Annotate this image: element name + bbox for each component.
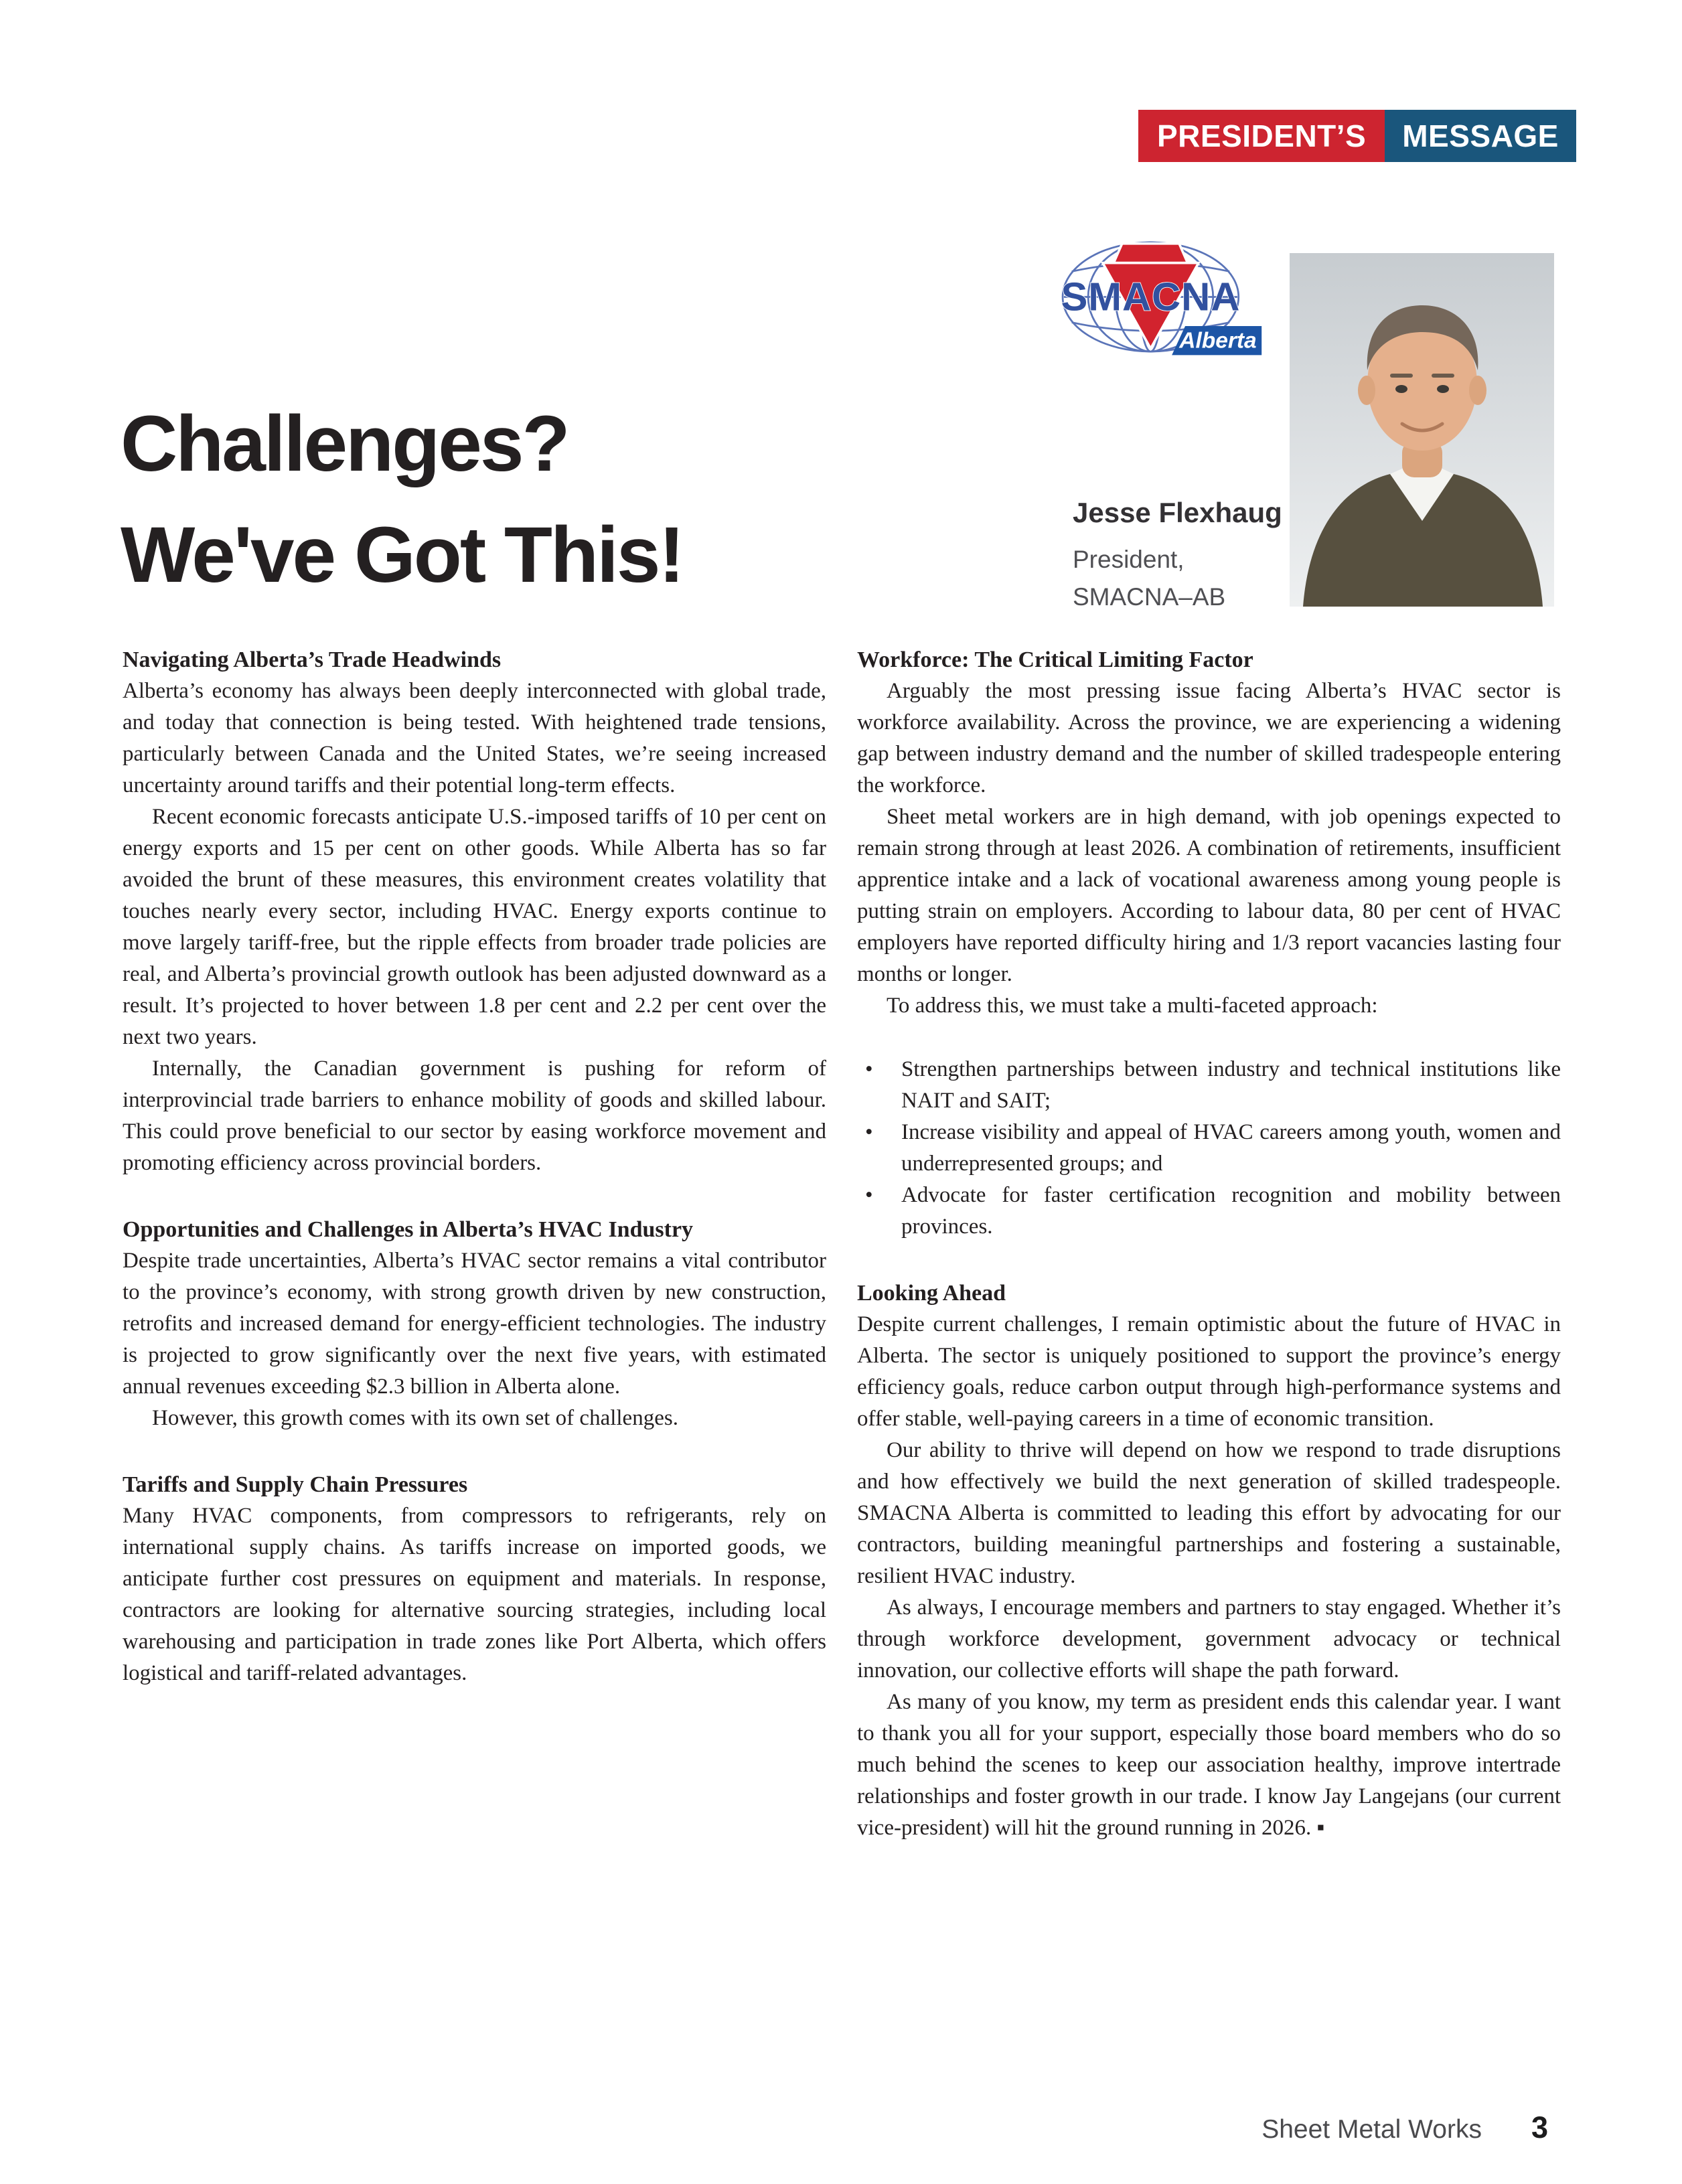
- list-item: [857, 1117, 1561, 1180]
- list-item: [857, 1054, 1561, 1117]
- page-footer: [1262, 2110, 1548, 2145]
- paragraph: Many HVAC components, from compressors to refrigerants, rely on international supply chains. As tariffs increase on imported goods, we anticipate further cost pressures on equipment and materials. In response, contractors are looking for alternative sourcing strategies, including local warehousing and participation in trade zones like Port Alberta, which offers logistical and tariff-related advantages.: [123, 1504, 826, 1685]
- list-item-text: Increase visibility and appeal of HVAC careers among youth, women and underrepresented groups; and: [901, 1120, 1561, 1176]
- article-column-right: [857, 644, 1561, 1844]
- president-portrait-photo: [1290, 253, 1554, 607]
- banner-message-label: MESSAGE: [1402, 119, 1559, 153]
- paragraph: Our ability to thrive will depend on how we respond to trade disruptions and how effectively we build the next generation of skilled tradespeople. SMACNA Alberta is committed to leading this effort by advocating for our contractors, building meaningful partnerships and fostering a sustainable, resilient HVAC industry.: [857, 1438, 1561, 1588]
- banner-presidents-label: PRESIDENT’S: [1157, 119, 1367, 153]
- smacna-logo-graphic: [1057, 233, 1263, 367]
- alberta-tag: [1172, 326, 1262, 355]
- portrait-graphic: [1290, 253, 1554, 607]
- article-column-left: [123, 644, 826, 1844]
- article-body: [123, 644, 1561, 1844]
- paragraph: Internally, the Canadian government is pushing for reform of interprovincial trade barriers to enhance mobility of goods and skilled labour. This could prove beneficial to our sector by easing workforce movement and promoting efficiency across provincial borders.: [123, 1057, 826, 1175]
- magazine-title: Sheet Metal Works: [1262, 2115, 1482, 2144]
- byline-name: Jesse Flexhaug: [1073, 497, 1282, 528]
- section-heading: Tariffs and Supply Chain Pressures: [123, 1472, 468, 1497]
- page-title-line1: Challenges?: [121, 400, 568, 488]
- paragraph: As many of you know, my term as president ends this calendar year. I want to thank you all for your support, especially those board members who do so much behind the scenes to keep our association healthy, improve intertrade relationships and foster growth in our trade. I know Jay Langejans (our current vice-president) will hit the ground running in 2026. ▪: [857, 1690, 1561, 1840]
- bullet-icon: •: [865, 1120, 873, 1144]
- smacna-wordmark: SMACNA: [1061, 274, 1241, 319]
- approach-bullet-list: [857, 1054, 1561, 1243]
- paragraph: Alberta’s economy has always been deeply interconnected with global trade, and today that connection is being tested. With heightened trade tensions, particularly between Canada and the United States, we’re seeing increased uncertainty around tariffs and their potential long-term effects.: [123, 679, 826, 797]
- alberta-label: Alberta: [1179, 328, 1257, 354]
- page-title: [121, 388, 683, 611]
- paragraph: Recent economic forecasts anticipate U.S.-imposed tariffs of 10 per cent on energy exports and 15 per cent on other goods. While Alberta has so far avoided the brunt of these measures, this environment creates volatility that touches nearly every sector, including HVAC. Energy exports continue to move largely tariff-free, but the ripple effects from broader trade policies are real, and Alberta’s provincial growth outlook has been adjusted downward as a result. It’s projected to hover between 1.8 per cent and 2.2 per cent over the next two years.: [123, 805, 826, 1049]
- paragraph: Sheet metal workers are in high demand, with job openings expected to remain strong through at least 2026. A combination of retirements, insufficient apprentice intake and a lack of vocational awareness among young people is putting strain on employers. According to labour data, 80 per cent of HVAC employers have reported difficulty hiring and 1/3 report vacancies lasting four months or longer.: [857, 805, 1561, 986]
- paragraph: As always, I encourage members and partners to stay engaged. Whether it’s through workforce development, government advocacy or technical innovation, our collective efforts will shape the path forward.: [857, 1595, 1561, 1683]
- byline: [1073, 497, 1287, 616]
- paragraph: Despite trade uncertainties, Alberta’s HVAC sector remains a vital contributor to the province’s economy, with strong growth driven by new construction, retrofits and increased demand for energy-efficient technologies. The industry is projected to grow significantly over the next five years, with estimated annual revenues exceeding $2.3 billion in Alberta alone.: [123, 1249, 826, 1399]
- section-banner: [1138, 110, 1576, 162]
- bullet-icon: •: [865, 1183, 873, 1207]
- page-number: 3: [1531, 2110, 1548, 2144]
- smacna-alberta-logo: [1057, 233, 1263, 367]
- list-item-text: Strengthen partnerships between industry and technical institutions like NAIT and SAIT;: [901, 1057, 1561, 1113]
- byline-role: President,: [1073, 546, 1184, 573]
- paragraph: Arguably the most pressing issue facing Alberta’s HVAC sector is workforce availability. Across the province, we are experiencing a widening gap between industry demand and the number of skilled tradespeople entering the workforce.: [857, 679, 1561, 797]
- bullet-icon: •: [865, 1057, 873, 1081]
- paragraph: To address this, we must take a multi-faceted approach:: [887, 994, 1378, 1018]
- section-heading: Navigating Alberta’s Trade Headwinds: [123, 647, 502, 672]
- paragraph: Despite current challenges, I remain optimistic about the future of HVAC in Alberta. The sector is uniquely positioned to support the province’s energy efficiency goals, reduce carbon output through high-performance systems and offer stable, well-paying careers in a time of economic transition.: [857, 1312, 1561, 1431]
- banner-presidents: [1138, 110, 1385, 162]
- section-heading: Workforce: The Critical Limiting Factor: [857, 647, 1253, 672]
- paragraph: However, this growth comes with its own set of challenges.: [152, 1406, 678, 1430]
- banner-message: [1385, 110, 1576, 162]
- section-heading: Looking Ahead: [857, 1281, 1006, 1306]
- list-item-text: Advocate for faster certification recognition and mobility between provinces.: [901, 1183, 1561, 1239]
- byline-org: SMACNA–AB: [1073, 583, 1226, 611]
- page-title-line2: We've Got This!: [121, 511, 683, 599]
- list-item: [857, 1180, 1561, 1243]
- section-heading: Opportunities and Challenges in Alberta’s HVAC Industry: [123, 1217, 694, 1242]
